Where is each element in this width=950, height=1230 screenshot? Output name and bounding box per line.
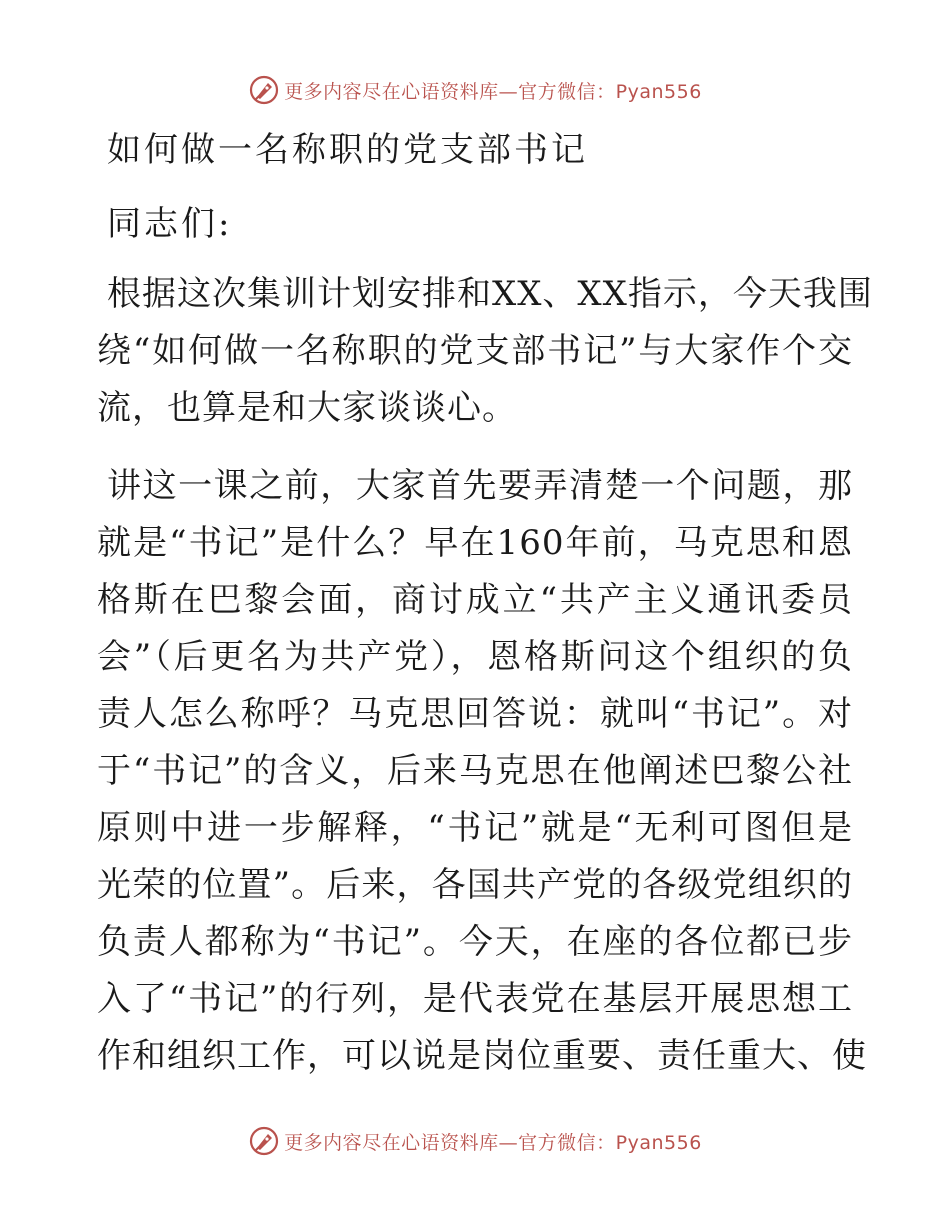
pen-nib-logo-icon <box>248 74 280 106</box>
paragraph-line: 入了“书记”的行列，是代表党在基层开展思想工 <box>97 979 853 1019</box>
document-title: 如何做一名称职的党支部书记 <box>107 130 588 170</box>
banner-main-text: 更多内容尽在心语资料库— <box>284 80 519 103</box>
paragraph-line: 就是“书记”是什么？早在160年前，马克思和恩 <box>97 523 853 563</box>
pen-nib-logo-icon <box>248 1125 280 1157</box>
paragraph-line: 根据这次集训计划安排和XX、XX指示，今天我围 <box>107 274 873 314</box>
paragraph-line: 流，也算是和大家谈谈心。 <box>97 388 517 428</box>
paragraph-line: 原则中进一步解释，“书记”就是“无利可图但是 <box>97 808 853 848</box>
paragraph-line: 作和组织工作，可以说是岗位重要、责任重大、使 <box>97 1036 867 1076</box>
paragraph-line: 会”（后更名为共产党），恩格斯问这个组织的负 <box>97 637 853 677</box>
banner-text <box>284 77 702 104</box>
paragraph-2 <box>97 458 867 1085</box>
paragraph-line: 格斯在巴黎会面，商讨成立“共产主义通讯委员 <box>97 580 853 620</box>
greeting: 同志们: <box>107 204 233 244</box>
paragraph-line: 负责人都称为“书记”。今天，在座的各位都已步 <box>97 922 853 962</box>
banner-main-text: 更多内容尽在心语资料库— <box>284 1131 519 1154</box>
paragraph-line: 责人怎么称呼？马克思回答说：就叫“书记”。对 <box>97 694 853 734</box>
paragraph-line: 绕“如何做一名称职的党支部书记”与大家作个交 <box>97 331 853 371</box>
banner-wechat-text: 官方微信：Pyan556 <box>518 1131 702 1154</box>
banner-text <box>284 1128 702 1155</box>
footer-watermark-banner <box>0 1121 950 1161</box>
paragraph-1 <box>97 266 873 437</box>
paragraph-line: 于“书记”的含义，后来马克思在他阐述巴黎公社 <box>97 751 853 791</box>
header-watermark-banner <box>0 70 950 110</box>
paragraph-line: 讲这一课之前，大家首先要弄清楚一个问题，那 <box>107 466 853 506</box>
banner-wechat-text: 官方微信：Pyan556 <box>518 80 702 103</box>
paragraph-line: 光荣的位置”。后来，各国共产党的各级党组织的 <box>97 865 853 905</box>
